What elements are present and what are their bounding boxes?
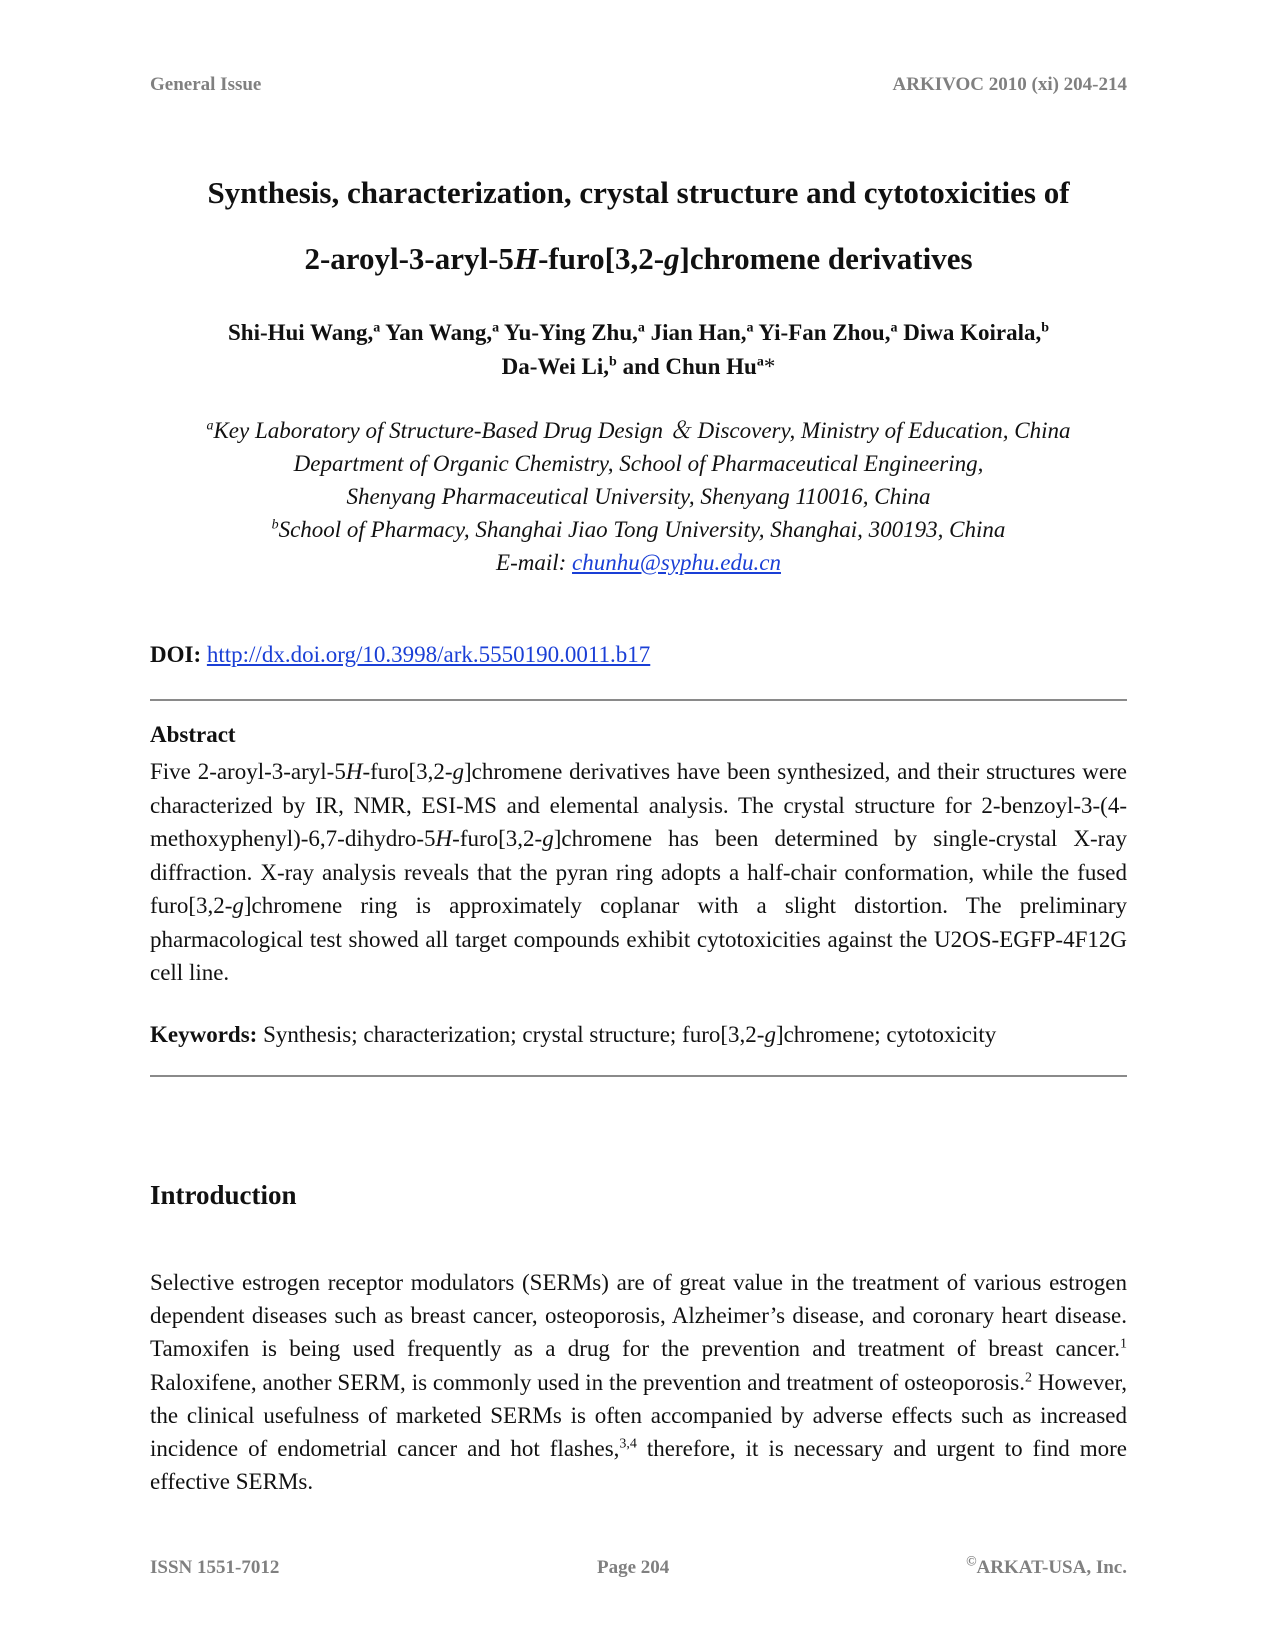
divider-top [150,699,1127,701]
title-line-2: 2-aroyl-3-aryl-5H-furo[3,2-g]chromene derivatives [304,241,973,276]
running-header [150,74,1127,96]
affiliation-b: $^b$School of Pharmacy, Shanghai Jiao Tong University, Shanghai, 300193, China [271,517,1006,542]
affiliation-a-univ: Shenyang Pharmaceutical University, Shenyang 110016, China [346,484,931,509]
journal-citation: ARKIVOC 2010 (xi) 204-214 [892,74,1127,95]
abstract-heading: Abstract [150,722,236,747]
author-list: Shi-Hui Wang,$^a$ Yan Wang,$^a$ Yu-Ying Zhu,$^a$ Jian Han,$^a$ Yi-Fan Zhou,$^a$ Diwa Koirala,$^b$ Da-Wei Li,$^b$ and Chun Hu$^a$* [227,320,1050,379]
affiliation-a: $^a$Key Laboratory of Structure-Based Drug Design ＆ Discovery, Ministry of Education, China [206,418,1071,443]
divider-bottom [150,1075,1127,1077]
keywords-label: Keywords: [150,1022,258,1047]
title-line-1: Synthesis, characterization, crystal structure and cytotoxicities of [207,175,1070,210]
email-line: E-mail: chunhu@syphu.edu.cn [496,550,781,575]
doi-line [150,642,650,668]
journal-issue-label: General Issue [150,74,262,95]
affiliation-a-dept: Department of Organic Chemistry, School of Pharmaceutical Engineering, [293,451,984,476]
doi-link[interactable]: http://dx.doi.org/10.3998/ark.5550190.0011.b17 [206,642,651,667]
email-link[interactable]: chunhu@syphu.edu.cn [572,550,781,575]
doi-label: DOI: [150,642,202,667]
abstract-text: Five 2-aroyl-3-aryl-5H-furo[3,2-g]chromene derivatives have been synthesized, and their structures were characterized by IR, NMR, ESI-MS and elemental analysis. The crystal structure for 2-benzoyl-3-(4-methoxyphenyl)-6,7-dihydro-5H-furo[3,2-g]chromene has been determined by single-crystal X-ray diffraction. X-ray analysis reveals that the pyran ring adopts a half-chair conformation, while the fused furo[3,2-g]chromene ring is approximately coplanar with a slight distortion. The preliminary pharmacological test showed all target compounds exhibit cytotoxicities against the U2OS-EGFP-4F12G cell line. [150,759,1127,985]
introduction-heading: Introduction [150,1180,297,1210]
introduction-text: Selective estrogen receptor modulators (SERMs) are of great value in the treatment of various estrogen dependent diseases such as breast cancer, osteoporosis, Alzheimer’s disease, and coronary heart disease. Tamoxifen is being used frequently as a drug for the prevention and treatment of breast cancer.$^1$ Raloxifene, another SERM, is commonly used in the prevention and treatment of osteoporosis.$^2$ However, the clinical usefulness of marketed SERMs is often accompanied by adverse effects such as increased incidence of endometrial cancer and hot flashes,$^{3,4}$ therefore, it is necessary and urgent to find more effective SERMs. [150,1270,1127,1495]
paper-title [150,160,1127,292]
affiliations [150,414,1127,579]
page-number: Page 204 [597,1557,670,1578]
publisher: ©ARKAT-USA, Inc. [966,1554,1127,1578]
keywords-line: Keywords: Synthesis; characterization; crystal structure; furo[3,2-g]chromene; cytotoxicity [150,1022,997,1047]
issn: ISSN 1551-7012 [150,1557,280,1578]
